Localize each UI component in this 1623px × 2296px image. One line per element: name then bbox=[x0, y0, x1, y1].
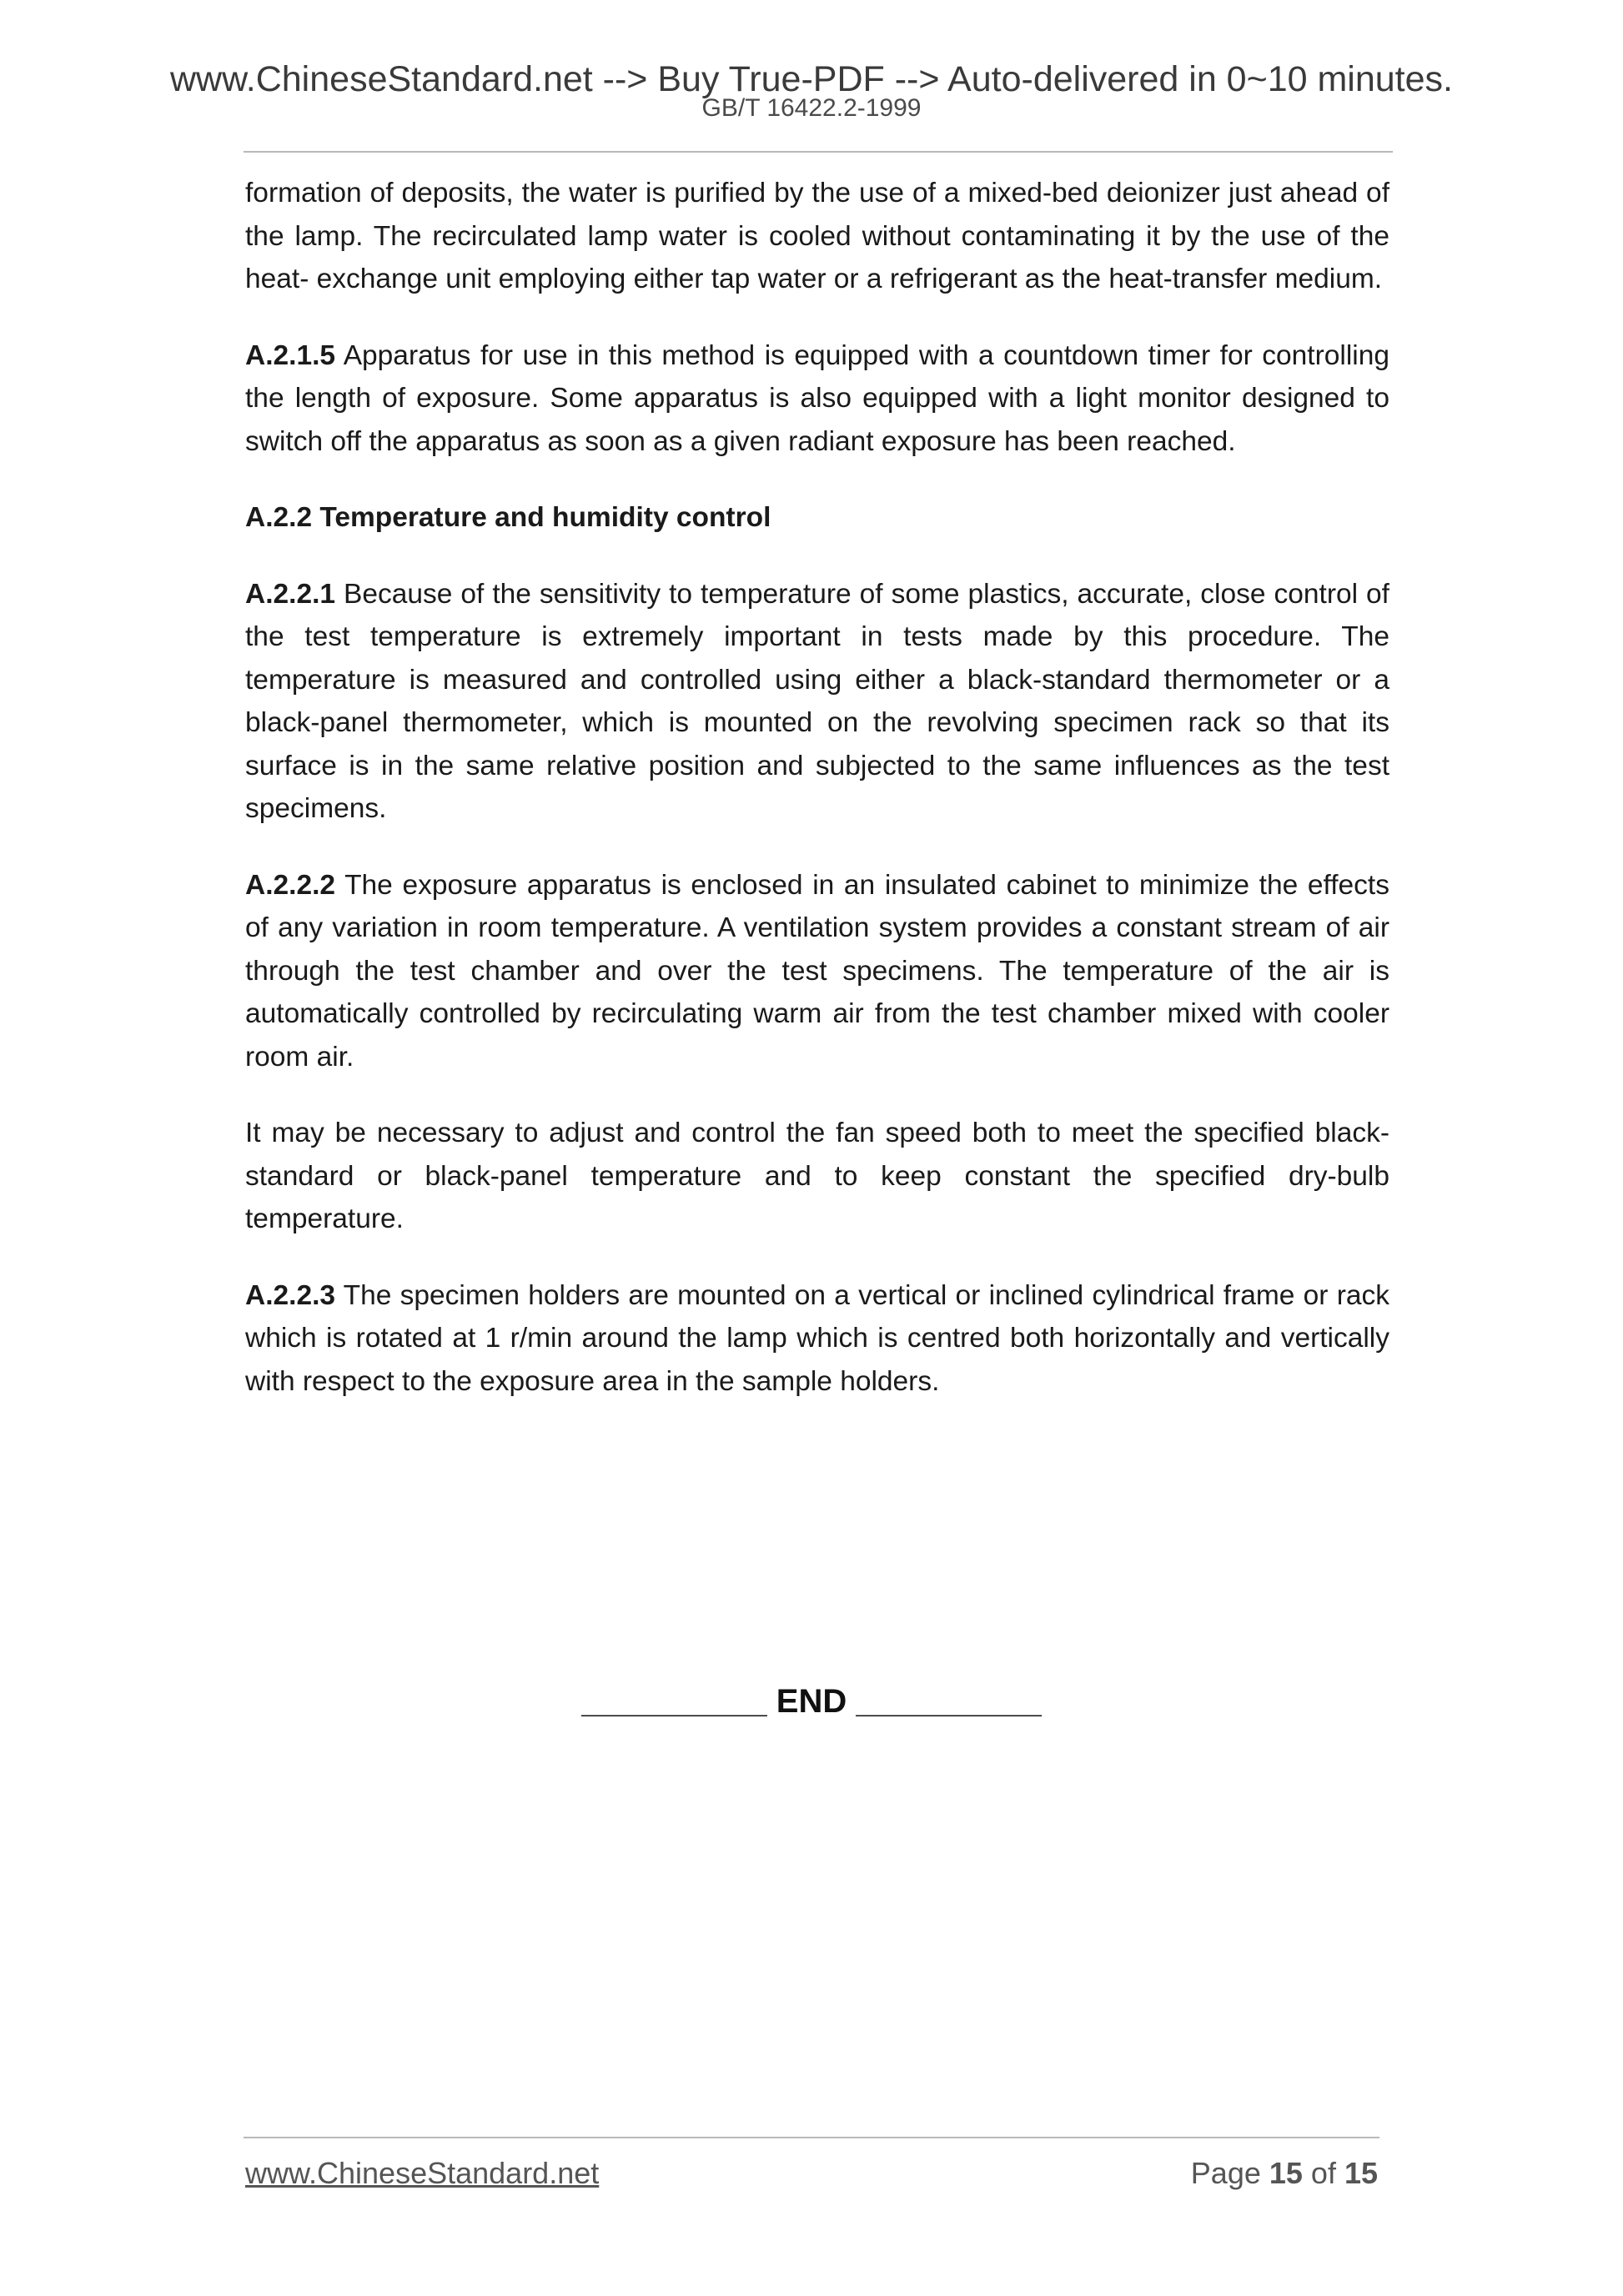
clause-text: The specimen holders are mounted on a vertical or inclined cylindrical frame or rack which is rotated at 1 r/min around the lamp which is centred both horizontally and vertically with respect to the exposure area in the sample holders. bbox=[245, 1279, 1389, 1397]
paragraph-continuation: formation of deposits, the water is purified by the use of a mixed-bed deionizer just ahead of the lamp. The recirculated lamp water is cooled without contaminating it by the use of the heat- exchange unit employing either tap water or a refrigerant as the heat-transfer medium. bbox=[245, 178, 1389, 294]
paragraph-fan-speed: It may be necessary to adjust and control the fan speed both to meet the specified black-standard or black-panel temperature and to keep constant the specified dry-bulb temperature. bbox=[245, 1118, 1389, 1234]
site-banner: www.ChineseStandard.net --> Buy True-PDF --> Auto-delivered in 0~10 minutes. bbox=[169, 59, 1453, 99]
clause-number: A.2.2.2 bbox=[245, 869, 336, 901]
clause-number: A.2.2.3 bbox=[245, 1279, 336, 1311]
page-total: 15 bbox=[1344, 2156, 1378, 2190]
clause-text: Because of the sensitivity to temperature of some plastics, accurate, close control of the test temperature is extremely important in tests made by this procedure. The temperature is measured and controlled using either a black-standard thermometer or a black-panel thermometer, which is mounted on the revolving specimen rack so that its surface is in the same relative position and subjected to the same influences as the test specimens. bbox=[245, 578, 1389, 824]
standard-code: GB/T 16422.2-1999 bbox=[701, 94, 922, 122]
clause-a-2-2-3 bbox=[245, 1274, 1389, 1404]
clause-number: A.2.1.5 bbox=[245, 339, 336, 371]
clause-a-2-1-5 bbox=[245, 334, 1389, 464]
clause-number: A.2.2.1 bbox=[245, 578, 336, 610]
header-divider bbox=[244, 151, 1393, 153]
footer-divider bbox=[244, 2137, 1379, 2138]
clause-text: The exposure apparatus is enclosed in an insulated cabinet to minimize the effects of any variation in room temperature. A ventilation system provides a constant stream of air through the test chamber and over the test specimens. The temperature of the air is automatically controlled by recirculating warm air from the test chamber mixed with cooler room air. bbox=[245, 869, 1389, 1073]
page-current: 15 bbox=[1269, 2156, 1303, 2190]
footer-site-link[interactable]: www.ChineseStandard.net bbox=[245, 2156, 600, 2190]
clause-a-2-2-2 bbox=[245, 864, 1389, 1079]
clause-a-2-2-1 bbox=[245, 573, 1389, 831]
end-marker: __________ END __________ bbox=[581, 1683, 1042, 1720]
section-heading: A.2.2 Temperature and humidity control bbox=[245, 502, 771, 533]
page-prefix: Page bbox=[1190, 2156, 1269, 2190]
document-body bbox=[245, 172, 1389, 1436]
page-of: of bbox=[1302, 2156, 1344, 2190]
page-number bbox=[1191, 2158, 1378, 2188]
clause-text: Apparatus for use in this method is equipped with a countdown timer for controlling the length of exposure. Some apparatus is also equipped with a light monitor designed to switch off the apparatus as soon as a given radiant exposure has been reached. bbox=[245, 339, 1389, 457]
